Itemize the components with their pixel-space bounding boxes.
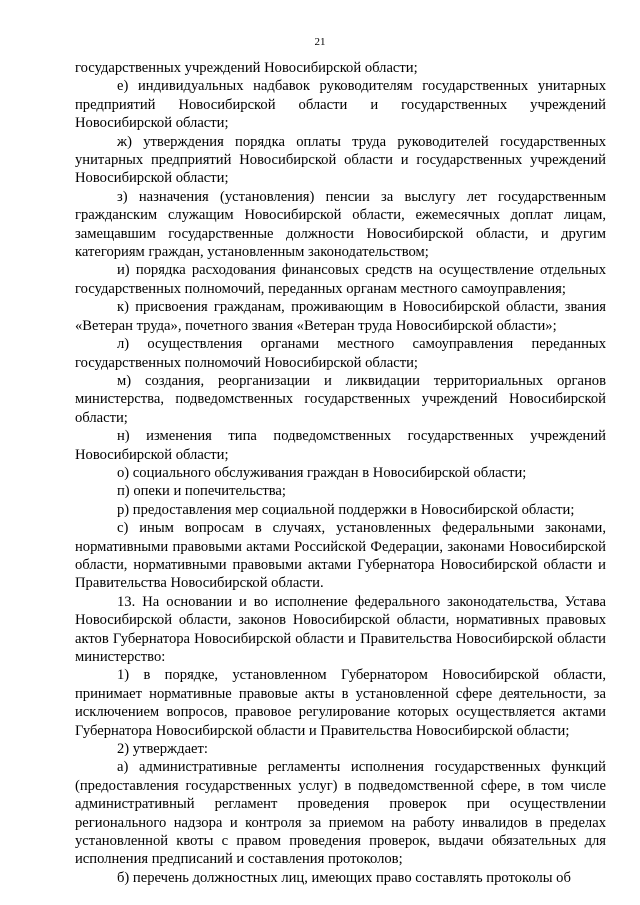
paragraph: р) предоставления мер социальной поддержки в Новосибирской области; — [117, 501, 575, 518]
paragraph: к) присвоения гражданам, проживающим в Новосибирской области, звания «Ветеран труда», почетного звания «Ветеран труда Новосибирской области»; — [75, 299, 606, 334]
paragraph: б) перечень должностных лиц, имеющих право составлять протоколы об — [117, 869, 571, 886]
paragraph: и) порядка расходования финансовых средств на осуществление отдельных государственных полномочий, переданных органам местного самоуправления; — [75, 262, 606, 297]
page-number: 21 — [314, 36, 326, 48]
paragraph: 2) утверждает: — [117, 741, 208, 758]
paragraph: м) создания, реорганизации и ликвидации территориальных органов министерства, подведомственных государственных учреждений Новосибирской области; — [75, 372, 606, 426]
paragraph: п) опеки и попечительства; — [117, 483, 286, 500]
paragraph: е) индивидуальных надбавок руководителям государственных унитарных предприятий Новосибирской области и государственных учреждений Новосибирской области; — [75, 78, 606, 132]
paragraph: с) иным вопросам в случаях, установленных федеральными законами, нормативными правовыми актами Российской Федерации, законами Новосибирской области, нормативными правовыми актами Губернатора Новосибирской области и Правительства Новосибирской области. — [75, 520, 606, 592]
paragraph: л) осуществления органами местного самоуправления переданных государственных полномочий Новосибирской области; — [75, 336, 606, 371]
paragraph: ж) утверждения порядка оплаты труда руководителей государственных унитарных предприятий Новосибирской области и государственных учреждений Новосибирской области; — [75, 133, 606, 187]
paragraph: государственных учреждений Новосибирской области; — [75, 60, 418, 76]
paragraph: а) административные регламенты исполнения государственных функций (предоставления государственных услуг) в подведомственной сфере, в том числе административный регламент проведения проверок при осуществлении регионального надзора и контроля за приемом на работу инвалидов в пределах установленной квоты с правом проведения проверок, выдачи обязательных для исполнения предписаний и составления протоколов; — [75, 759, 606, 868]
paragraph: о) социального обслуживания граждан в Новосибирской области; — [117, 464, 527, 481]
paragraph: 13. На основании и во исполнение федерального законодательства, Устава Новосибирской области, законов Новосибирской области, нормативных правовых актов Губернатора Новосибирской области и Правительства Новосибирской области министерство: — [75, 593, 606, 665]
document-body — [75, 59, 606, 887]
paragraph: 1) в порядке, установленном Губернатором Новосибирской области, принимает нормативные правовые акты в установленной сфере деятельности, за исключением вопросов, правовое регулирование которых осуществляется актами Губернатора Новосибирской области и Правительства Новосибирской области; — [75, 667, 606, 739]
paragraph: з) назначения (установления) пенсии за выслугу лет государственным гражданским служащим Новосибирской области, ежемесячных доплат лицам, замещавшим государственные должности Новосибирской области, и другим категориям граждан, установленным законодательством; — [75, 188, 606, 261]
paragraph: н) изменения типа подведомственных государственных учреждений Новосибирской области; — [75, 428, 606, 463]
